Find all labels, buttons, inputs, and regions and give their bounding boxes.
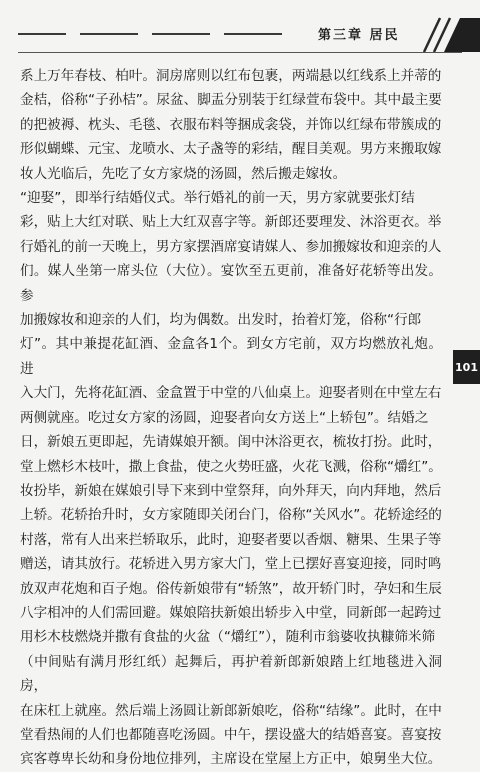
- page-number-tab: 101: [453, 350, 480, 384]
- header-rule: [18, 52, 462, 53]
- chapter-heading: 第三章 居民: [318, 28, 400, 43]
- paragraph-2: “迎娶”，即举行结婚仪式。举行婚礼的前一天，男方家就要张灯结 彩，贴上大红对联、贴上大红双喜字等。新郎还要理发、沐浴更衣。举 行婚礼的前一天晚上，男方家摆酒席宴请媒人、参加搬嫁妆和迎亲的人 们。媒人坐第一席头位（大位）。宴饮至五更前，准备好花轿等出发。参 加搬嫁妆和迎亲的人们，均为偶数。出发时，抬着灯笼，俗称“行郎 灯”。其中兼提花缸酒、金盒各1个。到女方宅前，双方均燃放礼炮。进 入大门，先将花缸酒、金盒置于中堂的八仙桌上。迎娶者则在中堂左右 两侧就座。吃过女方家的汤圆，迎娶者向女方送上“上轿包”。结婚之 日，新娘五更即起，先请媒娘开额。闺中沐浴更衣，梳妆打扮。此时， 堂上燃杉木枝叶，撒上食盐，使之火势旺盛，火花飞溅，俗称“爝红”。 妆扮毕，新娘在媒娘引导下来到中堂祭拜，向外拜天，向内拜地，然后 上轿。花轿抬升时，女方家随即关闭台门，俗称“关风水”。花轿途经的 村落，常有人出来拦轿取乐，此时，迎娶者要以香烟、糖果、生果子等 赠送，请其放行。花轿进入男方家大门，堂上已摆好喜宴迎接，同时鸣 放双声花炮和百子炮。俗传新娘带有“轿煞”，故开轿门时，孕妇和生辰 八字相冲的人们需回避。媒娘陪扶新娘出轿步入中堂，同新郎一起跨过 用杉木枝燃烧并撒有食盐的火盆（“爝红”），随利市翁婆收执糠筛米筛 （中间贴有满月形红纸）起舞后，再护着新郎新娘踏上红地毯进入洞房， 在床杠上就座。然后端上汤圆让新郎新娘吃，俗称“结缘”。此时，在中 堂看热闹的人们也都随喜吃汤圆。中午，摆设盛大的结婚喜宴。喜宴按 宾客尊卑长幼和身份地位排列，主席设在堂屋上方正中，娘舅坐大位。: [20, 190, 442, 768]
- header-dash-rule: [18, 33, 308, 35]
- body-text: [20, 64, 442, 772]
- paragraph-1: 系上万年春枝、柏叶。洞房席则以红布包裹，两端悬以红线系上并蒂的 金桔，俗称“子孙桔”。尿盆、脚盂分别装于红绿萱布袋中。其中最主要 的把被褥、枕头、毛毯、衣服布料等捆成衾袋，并饰以红绿布带簇成的 形似蝴蝶、元宝、龙喷水、太子盏等的彩结，醒目美观。男方来搬取嫁 妆人光临后，先吃了女方家烧的汤圆，然后搬走嫁妆。: [20, 68, 442, 182]
- header-slash-decoration: [410, 14, 480, 54]
